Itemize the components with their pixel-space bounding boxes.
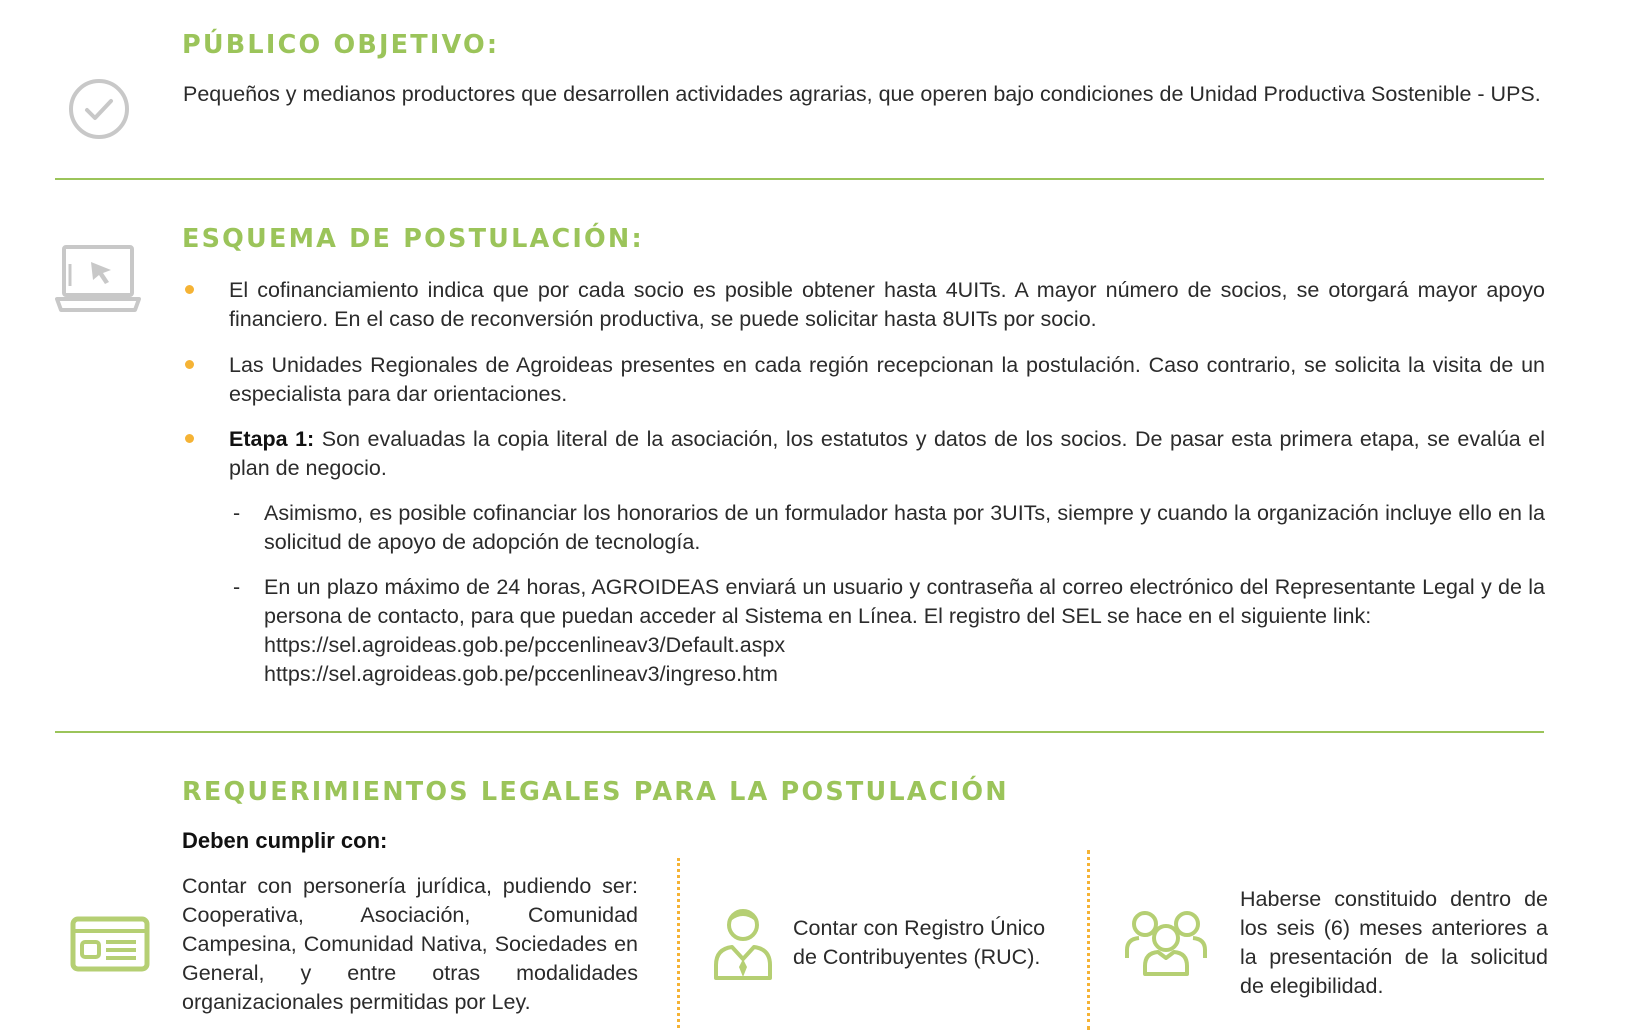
bullet-dot	[185, 285, 194, 294]
subitem-2-text: En un plazo máximo de 24 horas, AGROIDEAS enviará un usuario y contraseña al correo electrónico del Representante Legal y de la persona de contacto, para que puedan acceder al Sistema en Línea. El registro del SEL se hace en el siguiente link:	[264, 575, 1545, 628]
legal-requirement-1: Contar con personería jurídica, pudiendo ser: Cooperativa, Asociación, Comunidad Campesina, Comunidad Nativa, Sociedades en General, y entre otras modalidades organizacionales permitidas por Ley.	[182, 874, 638, 1014]
check-circle-icon	[68, 78, 130, 140]
legal-requirement-2: Contar con Registro Único de Contribuyentes (RUC).	[793, 916, 1046, 969]
column-divider	[1087, 850, 1090, 1030]
sel-link-ingreso[interactable]: https://sel.agroideas.gob.pe/pccenlineav3/ingreso.htm	[264, 662, 778, 686]
dash-marker: -	[233, 575, 241, 599]
target-audience-heading: PÚBLICO OBJETIVO:	[182, 30, 500, 60]
scheme-bullet-1: El cofinanciamiento indica que por cada socio es posible obtener hasta 4UITs. A mayor número de socios, se otorgará mayor apoyo financiero. En el caso de reconversión productiva, se puede solicitar hasta 8UITs por socio.	[229, 278, 1545, 331]
application-scheme-heading: ESQUEMA DE POSTULACIÓN:	[182, 224, 644, 254]
id-card-icon	[70, 916, 150, 972]
section-divider	[55, 731, 1544, 733]
target-audience-text: Pequeños y medianos productores que desarrollen actividades agrarias, que operen bajo condiciones de Unidad Productiva Sostenible - UPS.	[183, 82, 1541, 106]
person-icon	[712, 905, 774, 981]
scheme-bullet-2: Las Unidades Regionales de Agroideas presentes en cada región recepcionan la postulación. Caso contrario, se solicita la visita de un especialista para dar orientaciones.	[229, 353, 1545, 406]
stage-text: Son evaluadas la copia literal de la asociación, los estatutos y datos de los socios. De pasar esta primera etapa, se evalúa el plan de negocio.	[229, 427, 1546, 480]
column-divider	[677, 858, 680, 1028]
legal-requirements-subheading: Deben cumplir con:	[182, 828, 388, 853]
stage-label: Etapa 1:	[229, 427, 315, 451]
sel-link-default[interactable]: https://sel.agroideas.gob.pe/pccenlineav3/Default.aspx	[264, 633, 786, 657]
bullet-dot	[185, 434, 194, 443]
section-divider	[55, 178, 1544, 180]
legal-requirement-3: Haberse constituido dentro de los seis (6) meses anteriores a la presentación de la solicitud de elegibilidad.	[1240, 887, 1548, 998]
bullet-dot	[185, 360, 194, 369]
scheme-subitem-2	[264, 573, 1545, 689]
laptop-cursor-icon	[55, 244, 141, 314]
legal-requirements-heading: REQUERIMIENTOS LEGALES PARA LA POSTULACIÓN	[182, 777, 1009, 807]
scheme-bullet-3	[229, 425, 1545, 483]
scheme-subitem-1: Asimismo, es posible cofinanciar los honorarios de un formulador hasta por 3UITs, siempre y cuando la organización incluye ello en la solicitud de apoyo de adopción de tecnología.	[264, 501, 1545, 554]
group-icon	[1125, 908, 1207, 976]
dash-marker: -	[233, 501, 241, 525]
